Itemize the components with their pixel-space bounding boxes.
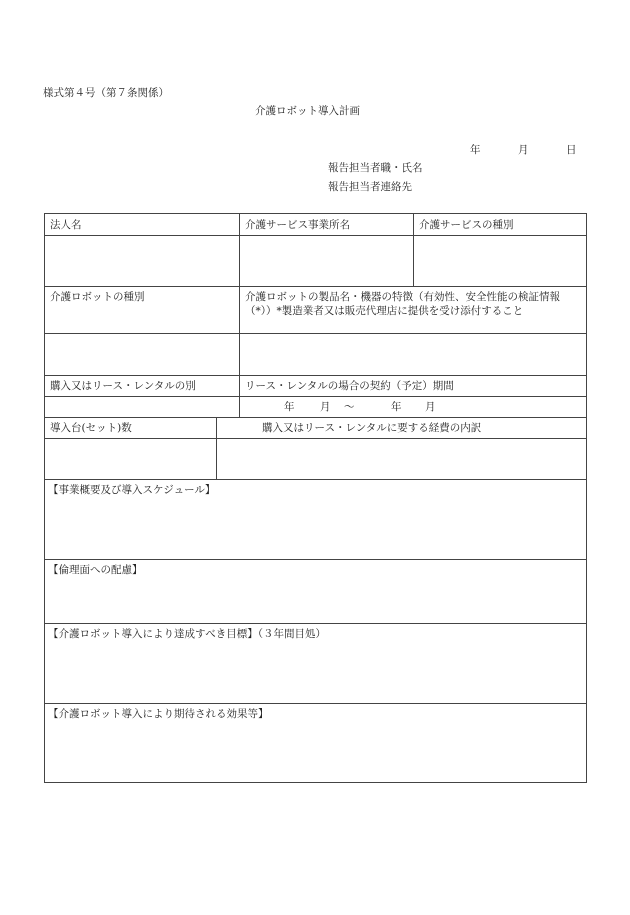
ethics-section[interactable] <box>45 560 586 623</box>
reporter-name-label: 報告担当者職・氏名 <box>328 162 423 174</box>
table-border-bottom <box>44 782 587 783</box>
period-tilde: ～ <box>344 401 355 413</box>
corp-name-field[interactable] <box>45 236 239 286</box>
corp-name-label: 法人名 <box>50 219 82 231</box>
purchase-or-lease-field[interactable] <box>45 397 239 417</box>
page-title: 介護ロボット導入計画 <box>255 105 360 117</box>
purchase-or-lease-label: 購入又はリース・レンタルの別 <box>50 380 196 392</box>
row-divider <box>44 417 587 418</box>
period-start-month: 月 <box>320 401 331 413</box>
period-start-year: 年 <box>284 401 295 413</box>
period-end-year: 年 <box>391 401 402 413</box>
date-year-label: 年 <box>470 144 481 156</box>
business-overview-section[interactable] <box>45 480 586 559</box>
office-name-field[interactable] <box>240 236 413 286</box>
unit-count-field[interactable] <box>45 439 216 479</box>
product-info-label: 介護ロボットの製品名・機器の特徴（有効性、安全性能の検証情報（*））*製造業者又は販売代理店に提供を受け添付すること <box>245 291 560 317</box>
cost-breakdown-field[interactable] <box>217 439 586 479</box>
office-name-label: 介護サービス事業所名 <box>245 219 350 231</box>
effects-section[interactable] <box>45 704 586 782</box>
robot-type-field[interactable] <box>45 334 239 375</box>
date-day-label: 日 <box>566 144 577 156</box>
service-type-label: 介護サービスの種別 <box>419 219 514 231</box>
cost-breakdown-label: 購入又はリース・レンタルに要する経費の内訳 <box>262 422 482 434</box>
goals-section[interactable] <box>45 624 586 703</box>
ethics-label: 【倫理面への配慮】 <box>48 564 143 576</box>
service-type-field[interactable] <box>414 236 586 286</box>
date-month-label: 月 <box>518 144 529 156</box>
lease-period-label: リース・レンタルの場合の契約（予定）期間 <box>245 380 454 392</box>
goals-label: 【介護ロボット導入により達成すべき目標】（３年間目処） <box>48 628 327 640</box>
effects-label: 【介護ロボット導入により期待される効果等】 <box>48 708 269 720</box>
reporter-contact-label: 報告担当者連絡先 <box>328 181 412 193</box>
robot-type-label: 介護ロボットの種別 <box>50 291 145 303</box>
form-number: 様式第４号（第７条関係） <box>43 87 169 99</box>
period-end-month: 月 <box>425 401 436 413</box>
table-border-right <box>586 213 587 783</box>
row-divider <box>44 375 587 376</box>
row-divider <box>44 286 587 287</box>
business-overview-label: 【事業概要及び導入スケジュール】 <box>48 484 216 496</box>
product-info-field[interactable] <box>240 334 586 375</box>
table-border-top <box>44 213 587 214</box>
lease-period-field[interactable] <box>240 397 586 417</box>
unit-count-label: 導入台(セット)数 <box>50 422 132 434</box>
